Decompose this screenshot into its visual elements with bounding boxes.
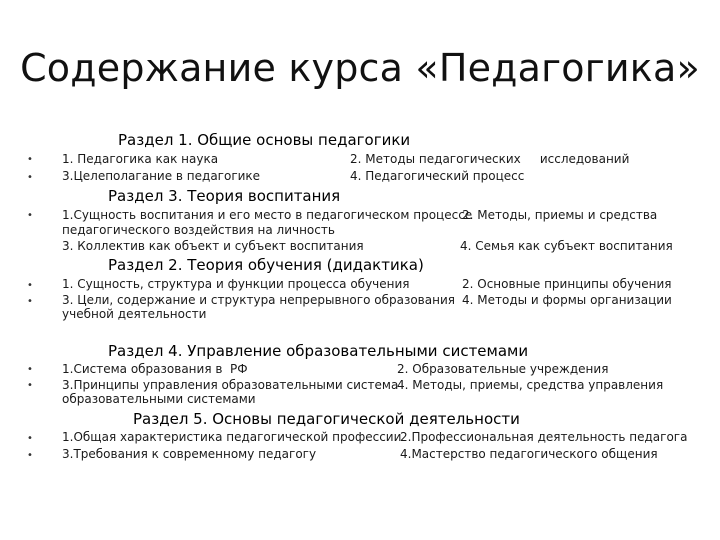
- section-2-item-3-cont: учебной деятельности: [62, 307, 207, 321]
- section-3-item-4: 4. Семья как субъект воспитания: [460, 239, 673, 253]
- section-4-item-1: 1.Система образования в РФ: [62, 362, 248, 376]
- section-4-item-3-cont: образовательными системами: [62, 392, 256, 406]
- section-1-item-1: 1. Педагогика как наука: [62, 152, 219, 166]
- bullet: •: [27, 172, 33, 183]
- section-heading-5: Раздел 5. Основы педагогической деятельности: [133, 410, 520, 428]
- section-4-item-4: 4. Методы, приемы, средства управления: [397, 378, 664, 392]
- section-heading-1: Раздел 1. Общие основы педагогики: [118, 131, 411, 149]
- section-heading-4: Раздел 4. Управление образовательными системами: [108, 342, 529, 360]
- section-5-item-2: 2.Профессиональная деятельность педагога: [400, 430, 688, 444]
- section-3-item-3: 3. Коллектив как объект и субъект воспитания: [62, 239, 364, 253]
- section-4-item-2: 2. Образовательные учреждения: [397, 362, 609, 376]
- bullet: •: [27, 380, 33, 391]
- section-1-item-2: 2. Методы педагогических исследований: [350, 152, 630, 166]
- section-heading-2: Раздел 2. Теория обучения (дидактика): [108, 256, 424, 274]
- section-heading-3: Раздел 3. Теория воспитания: [108, 187, 341, 205]
- bullet: •: [27, 364, 33, 375]
- bullet: •: [27, 433, 33, 444]
- section-3-item-1-cont: педагогического воздействия на личность: [62, 223, 335, 237]
- section-4-item-3: 3.Принципы управления образовательными система: [62, 378, 399, 392]
- section-5-item-1: 1.Общая характеристика педагогической профессии: [62, 430, 402, 444]
- bullet: •: [27, 450, 33, 461]
- section-2-item-3: 3. Цели, содержание и структура непрерывного образования: [62, 293, 455, 307]
- section-3-item-1: 1.Сущность воспитания и его место в педагогическом процессе: [62, 208, 473, 222]
- section-3-item-2: 2. Методы, приемы и средства: [462, 208, 658, 222]
- section-5-item-3: 3.Требования к современному педагогу: [62, 447, 317, 461]
- section-1-item-3: 3.Целеполагание в педагогике: [62, 169, 261, 183]
- section-5-item-4: 4.Мастерство педагогического общения: [400, 447, 658, 461]
- section-2-item-2: 2. Основные принципы обучения: [462, 277, 672, 291]
- bullet: •: [27, 296, 33, 307]
- section-2-item-4: 4. Методы и формы организации: [462, 293, 672, 307]
- bullet: •: [27, 210, 33, 221]
- page-title: Содержание курса «Педагогика»: [20, 46, 700, 90]
- section-2-item-1: 1. Сущность, структура и функции процесса обучения: [62, 277, 410, 291]
- section-1-item-4: 4. Педагогический процесс: [350, 169, 525, 183]
- bullet: •: [27, 154, 33, 165]
- bullet: •: [27, 280, 33, 291]
